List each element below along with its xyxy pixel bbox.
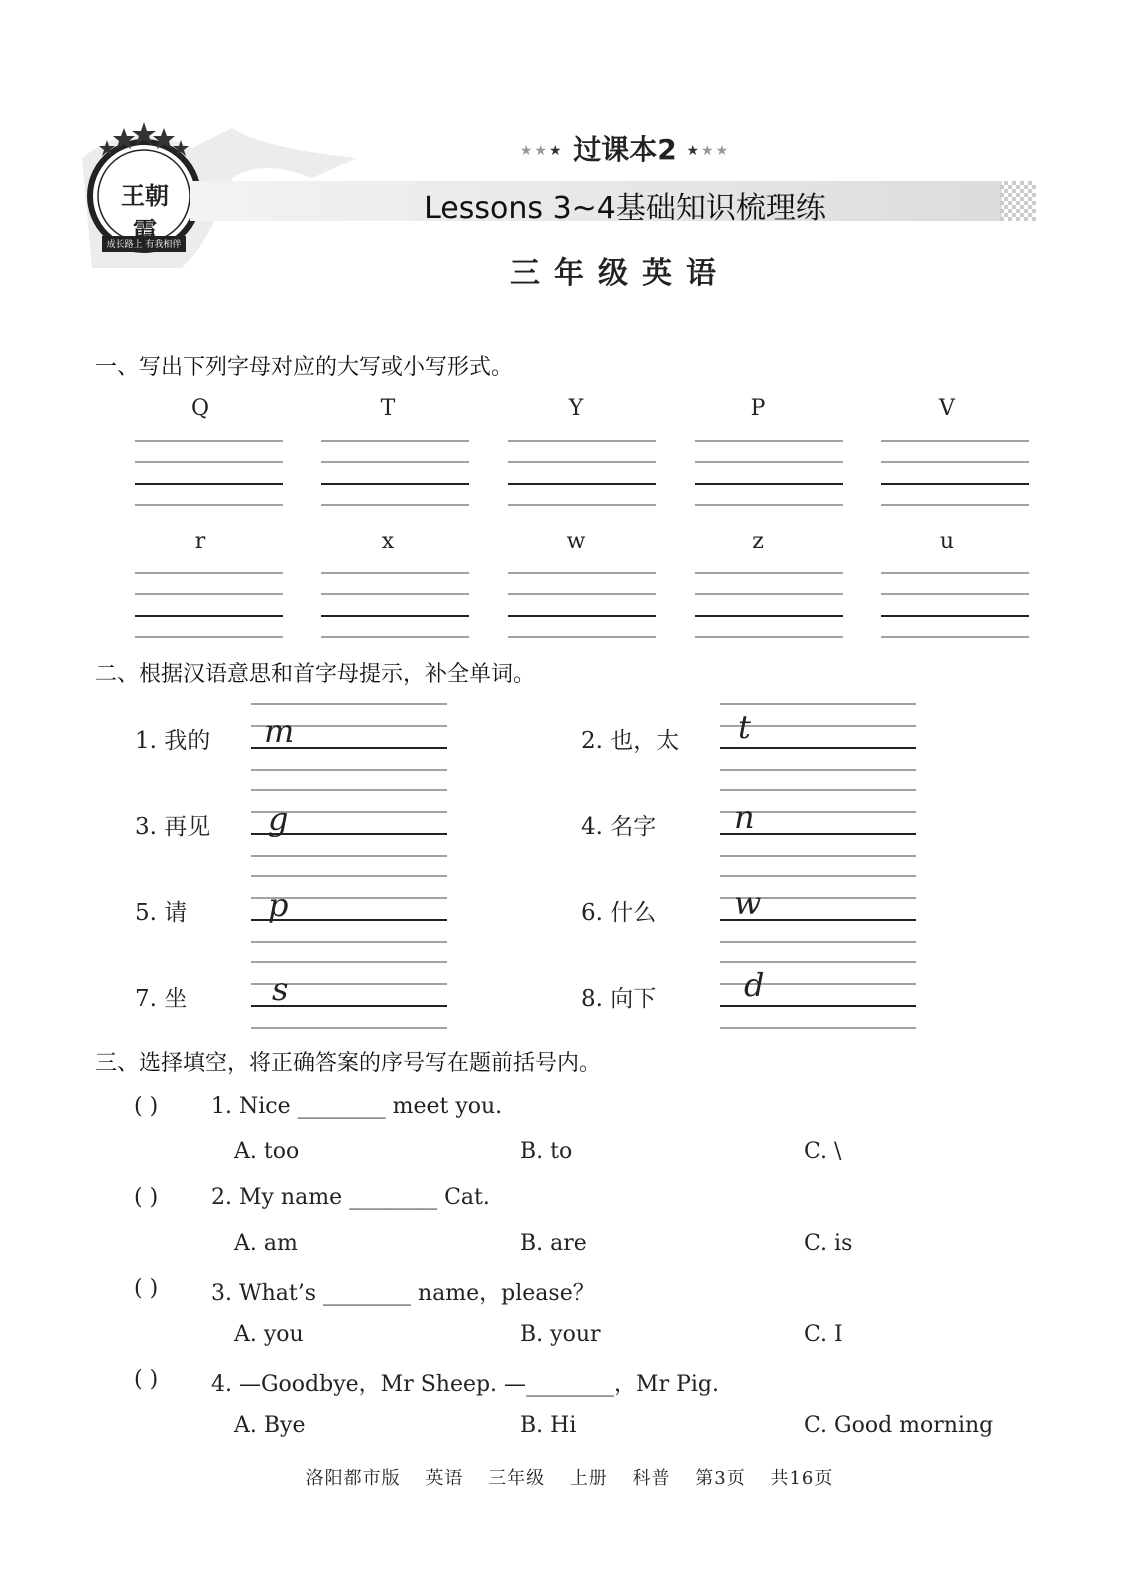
word-prompt: 7. 坐	[135, 986, 188, 1012]
word-prompt: 2. 也，太	[581, 728, 680, 754]
hint-letter: n	[734, 798, 755, 836]
footer-volume: 上册	[569, 1468, 608, 1489]
star-decoration-right: ★★★	[686, 143, 731, 159]
grade-title: 三年级英语	[510, 256, 730, 291]
word-prompt: 1. 我的	[135, 728, 211, 754]
letter-prompt: T	[380, 396, 396, 421]
writing-lines[interactable]	[695, 440, 843, 506]
letter-prompt: Y	[568, 396, 584, 421]
hint-letter: w	[734, 884, 762, 922]
word-prompt: 6. 什么	[581, 900, 657, 926]
footer-total-pages: 共16页	[770, 1468, 834, 1489]
writing-lines[interactable]	[881, 440, 1029, 506]
letter-prompt: u	[939, 529, 955, 554]
letter-prompt: r	[194, 529, 206, 554]
word-prompt: 8. 向下	[581, 986, 657, 1012]
writing-lines[interactable]	[881, 572, 1029, 638]
writing-lines[interactable]	[135, 440, 283, 506]
letter-prompt: w	[566, 529, 586, 554]
writing-lines[interactable]	[508, 572, 656, 638]
option-a: A. you	[234, 1322, 304, 1347]
option-a: A. too	[234, 1139, 300, 1164]
footer-edition: 洛阳都市版	[305, 1468, 401, 1489]
writing-lines[interactable]	[508, 440, 656, 506]
writing-lines[interactable]	[135, 572, 283, 638]
section2-heading: 二、根据汉语意思和首字母提示，补全单词。	[95, 662, 536, 687]
question-text: 4. —Goodbye，Mr Sheep. —________，Mr Pig.	[211, 1372, 719, 1397]
option-c: C. \	[804, 1139, 842, 1164]
letter-prompt: x	[381, 529, 395, 554]
writing-lines[interactable]	[321, 440, 469, 506]
hint-letter: m	[264, 712, 295, 750]
writing-lines[interactable]	[321, 572, 469, 638]
answer-parentheses[interactable]: ( )	[134, 1276, 159, 1301]
logo-text: 王朝霞	[121, 181, 169, 245]
option-a: A. am	[234, 1231, 298, 1256]
option-b: B. your	[520, 1322, 601, 1347]
lesson-title: Lessons 3~4基础知识梳理练	[424, 191, 826, 226]
series-label-text: 过课本2	[573, 133, 677, 166]
letter-prompt: P	[750, 396, 766, 421]
footer-publisher: 科普	[632, 1468, 671, 1489]
star-decoration-left: ★★★	[519, 143, 564, 159]
option-c: C. is	[804, 1231, 853, 1256]
option-c: C. I	[804, 1322, 843, 1347]
hint-letter: d	[744, 966, 765, 1004]
letter-prompt: V	[939, 396, 955, 421]
question-text: 2. My name ________ Cat.	[211, 1185, 490, 1210]
option-b: B. to	[520, 1139, 573, 1164]
section3-heading: 三、选择填空，将正确答案的序号写在题前括号内。	[95, 1051, 602, 1076]
logo-slogan: 成长路上 有我相伴	[106, 240, 182, 250]
section1-heading: 一、写出下列字母对应的大写或小写形式。	[95, 355, 514, 380]
option-b: B. are	[520, 1231, 587, 1256]
footer-grade: 三年级	[488, 1468, 546, 1489]
word-prompt: 5. 请	[135, 900, 188, 926]
hint-letter: p	[268, 886, 289, 924]
hint-letter: s	[272, 970, 289, 1008]
answer-parentheses[interactable]: ( )	[134, 1094, 159, 1119]
question-text: 3. What’s ________ name，please？	[211, 1281, 595, 1306]
answer-parentheses[interactable]: ( )	[134, 1185, 159, 1210]
option-c: C. Good morning	[804, 1413, 994, 1438]
hint-letter: g	[268, 800, 289, 838]
word-prompt: 3. 再见	[135, 814, 211, 840]
option-a: A. Bye	[234, 1413, 306, 1438]
letter-prompt: z	[752, 529, 764, 554]
letter-prompt: Q	[190, 396, 210, 421]
word-prompt: 4. 名字	[581, 814, 657, 840]
footer-page-number: 第3页	[695, 1468, 746, 1489]
hint-letter: t	[738, 708, 751, 746]
footer-subject: 英语	[425, 1468, 464, 1489]
answer-parentheses[interactable]: ( )	[134, 1367, 159, 1392]
writing-lines[interactable]	[695, 572, 843, 638]
series-label	[500, 128, 750, 168]
question-text: 1. Nice ________ meet you.	[211, 1094, 503, 1119]
page-footer	[0, 1464, 1139, 1490]
option-b: B. Hi	[520, 1413, 577, 1438]
